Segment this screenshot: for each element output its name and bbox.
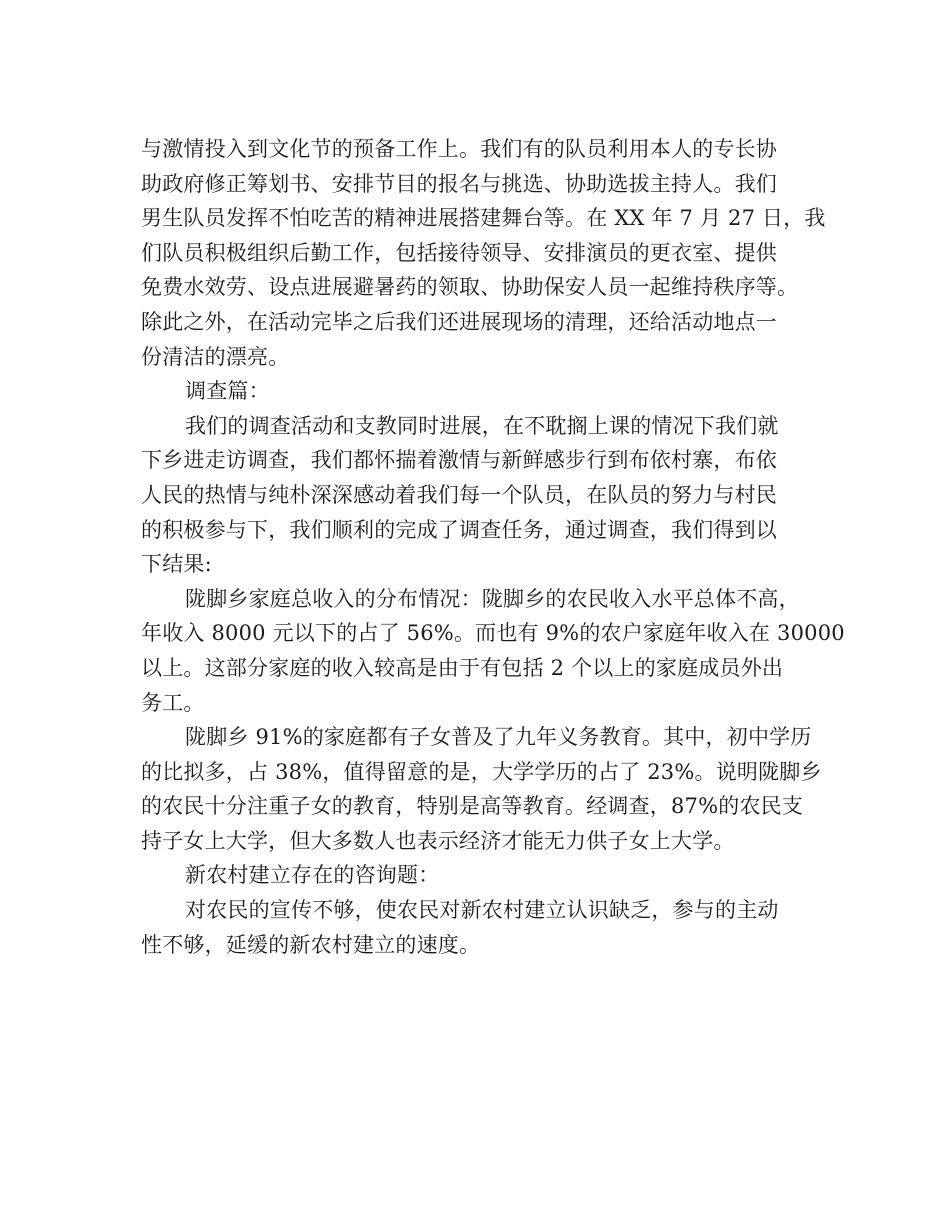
text-line: 下乡进走访调查，我们都怀揣着激情与新鲜感步行到布依村寨，布依 [141,448,777,473]
document-body [141,132,845,962]
text-line: 们队员积极组织后勤工作，包括接待领导、安排演员的更衣室、提供 [141,240,777,265]
text-line: 的比拟多，占 38%，值得留意的是，大学学历的占了 23%。说明陇脚乡 [141,759,822,784]
text-line: 年收入 8000 元以下的占了 56%。而也有 9%的农户家庭年收入在 30000 [141,621,845,646]
text-line: 务工。 [141,690,205,715]
text-line: 调查篇： [185,379,270,404]
text-line: 除此之外，在活动完毕之后我们还进展现场的清理，还给活动地点一 [141,309,777,334]
text-line: 陇脚乡 91%的家庭都有子女普及了九年义务教育。其中，初中学历 [185,725,812,750]
text-line: 人民的热情与纯朴深深感动着我们每一个队员，在队员的努力与村民 [141,482,777,507]
text-line: 男生队员发挥不怕吃苦的精神进展搭建舞台等。在 XX 年 7 月 27 日，我 [141,206,826,231]
text-line: 陇脚乡家庭总收入的分布情况：陇脚乡的农民收入水平总体不高， [185,586,800,611]
text-line: 助政府修正筹划书、安排节目的报名与挑选、协助选拔主持人。我们 [141,171,777,196]
text-line: 免费水效劳、设点进展避暑药的领取、协助保安人员一起维持秩序等。 [141,275,799,300]
text-line: 的农民十分注重子女的教育，特别是高等教育。经调查，87%的农民支 [141,794,804,819]
text-line: 新农村建立存在的咨询题： [185,863,440,888]
text-line: 以上。这部分家庭的收入较高是由于有包括 2 个以上的家庭成员外出 [141,655,784,680]
text-line: 下结果: [141,552,212,577]
text-line: 与激情投入到文化节的预备工作上。我们有的队员利用本人的专长协 [141,137,777,161]
text-line: 份清洁的漂亮。 [141,344,290,369]
text-line: 性不够，延缓的新农村建立的速度。 [141,932,481,957]
text-line: 持子女上大学，但大多数人也表示经济才能无力供子女上大学。 [141,828,735,853]
text-line: 我们的调查活动和支教同时进展，在不耽搁上课的情况下我们就 [185,413,779,438]
text-line: 的积极参与下，我们顺利的完成了调查任务，通过调查，我们得到以 [141,517,777,542]
text-line: 对农民的宣传不够，使农民对新农村建立认识缺乏，参与的主动 [185,898,779,923]
